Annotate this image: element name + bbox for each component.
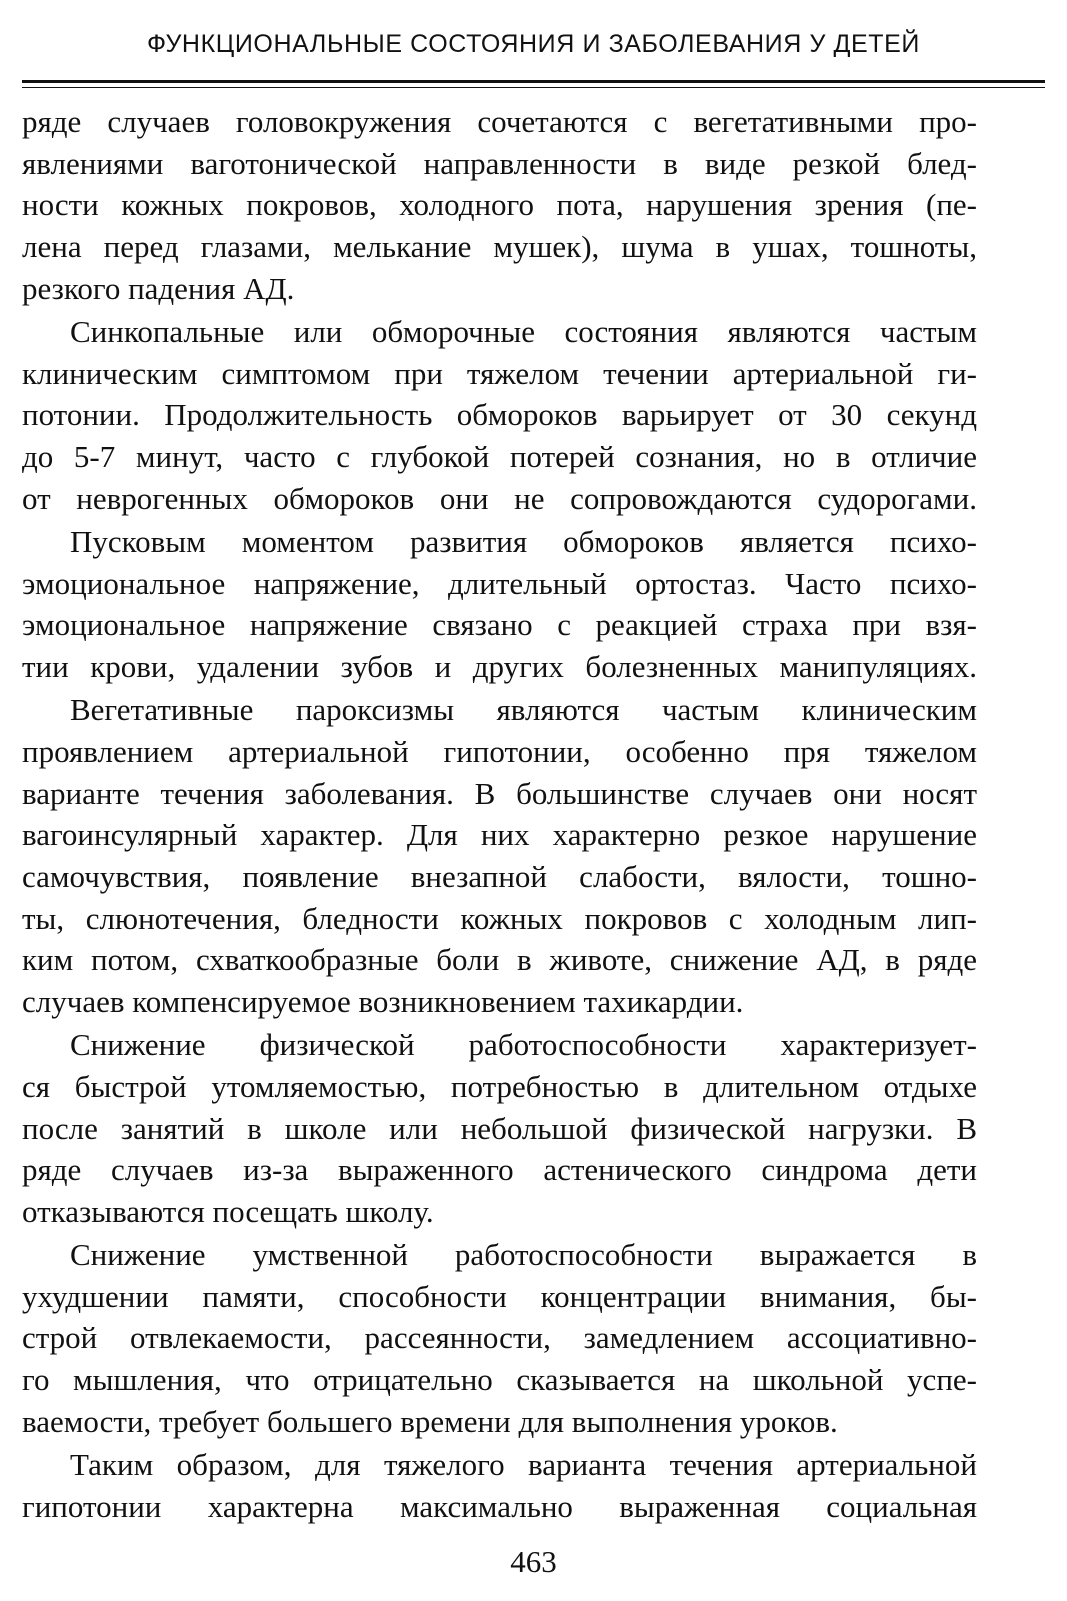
text-line: резкого падения АД.	[22, 270, 295, 306]
text-line: вагоинсулярный характер. Для них характерно резкое нарушение	[22, 817, 977, 853]
text-line: эмоциональное напряжение, длительный ортостаз. Часто психо-	[22, 565, 977, 601]
text-line: гипотонии характерна максимально выраженная социальная	[22, 1488, 977, 1524]
text-line: тии крови, удалении зубов и других болезненных манипуляциях.	[22, 648, 977, 684]
text-line: до 5-7 минут, часто с глубокой потерей сознания, но в отличие	[22, 439, 977, 474]
text-line: Таким образом, для тяжелого варианта течения артериальной	[70, 1447, 977, 1482]
text-line: Вегетативные пароксизмы являются частым клиническим	[70, 692, 977, 728]
text-line: ности кожных покровов, холодного пота, нарушения зрения (пе-	[22, 187, 977, 223]
text-line: варианте течения заболевания. В большинстве случаев они носят	[22, 775, 977, 811]
page-number: 463	[510, 1544, 557, 1579]
text-line: Синкопальные или обморочные состояния являются частым	[70, 313, 977, 349]
text-line: лена перед глазами, мелькание мушек), шума в ушах, тошноты,	[22, 229, 977, 265]
text-line: случаев компенсируемое возникновением тахикардии.	[22, 983, 744, 1019]
text-line: ваемости, требует большего времени для выполнения уроков.	[22, 1403, 838, 1439]
text-line: ухудшении памяти, способности концентрации внимания, бы-	[22, 1278, 977, 1314]
text-line: ся быстрой утомляемостью, потребностью в длительном отдыхе	[22, 1068, 977, 1104]
header-rule-thin	[22, 87, 1045, 88]
text-line: ты, слюнотечения, бледности кожных покровов с холодным лип-	[22, 900, 977, 936]
text-line: проявлением артериальной гипотонии, особенно пря тяжелом	[22, 733, 977, 769]
running-header: ФУНКЦИОНАЛЬНЫЕ СОСТОЯНИЯ И ЗАБОЛЕВАНИЯ У ДЕТЕЙ	[146, 30, 921, 58]
text-line: явлениями ваготонической направленности в виде резкой блед-	[22, 145, 977, 181]
text-line: го мышления, что отрицательно сказывается на школьной успе-	[22, 1362, 977, 1398]
text-line: от неврогенных обмороков они не сопровождаются судорогами.	[22, 480, 977, 516]
text-line: Снижение умственной работоспособности выражается в	[70, 1237, 977, 1273]
body-text	[22, 101, 977, 1527]
text-line: клиническим симптомом при тяжелом течении артериальной ги-	[22, 355, 977, 391]
text-line: потонии. Продолжительность обмороков варьирует от 30 секунд	[22, 397, 977, 433]
text-line: самочувствия, появление внезапной слабости, вялости, тошно-	[22, 858, 977, 894]
text-line: ряде случаев из-за выраженного астенического синдрома дети	[22, 1152, 977, 1188]
text-line: ряде случаев головокружения сочетаются с вегетативными про-	[22, 104, 977, 139]
text-line: отказываются посещать школу.	[22, 1193, 434, 1229]
text-line: после занятий в школе или небольшой физической нагрузки. В	[22, 1110, 977, 1146]
header-rule-thick	[22, 80, 1045, 83]
text-line: эмоциональное напряжение связано с реакцией страха при взя-	[22, 607, 977, 643]
text-line: Пусковым моментом развития обмороков является психо-	[70, 523, 977, 559]
text-line: ким потом, схваткообразные боли в животе, снижение АД, в ряде	[22, 942, 977, 978]
text-line: Снижение физической работоспособности характеризует-	[70, 1027, 977, 1063]
text-line: строй отвлекаемости, рассеянности, замедлением ассоциативно-	[22, 1320, 977, 1356]
